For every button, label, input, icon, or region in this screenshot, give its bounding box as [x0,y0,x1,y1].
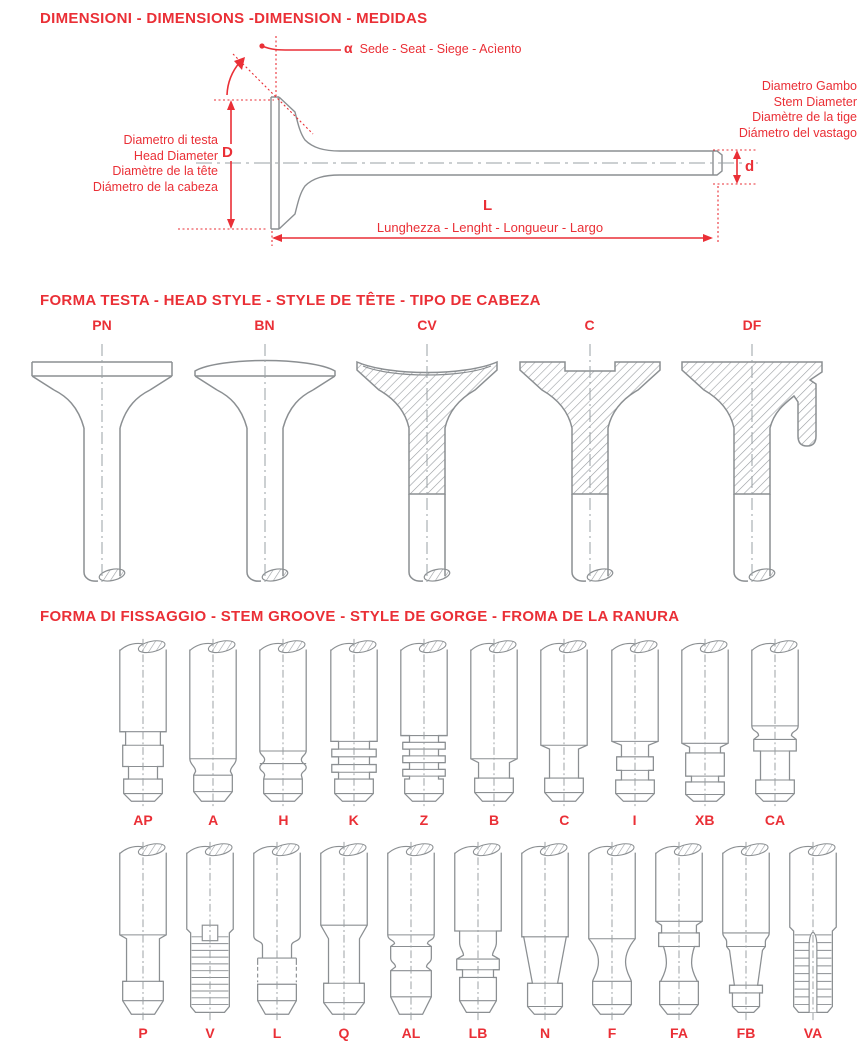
head-style-figure-c [510,317,670,588]
stem-diameter-line: Diamètre de la tige [752,110,857,124]
dimensions-title: DIMENSIONI - DIMENSIONS -DIMENSION - MEDIDAS [40,10,428,27]
stem-grooves-row2 [112,840,844,1041]
stem-groove-label: XB [695,812,715,828]
stem-groove-figure-v [179,840,241,1041]
stem-groove-drawing-va [782,840,844,1022]
stem-groove-drawing-ap [112,637,174,809]
stem-groove-drawing-l [246,840,308,1022]
stem-groove-figure-ap [112,637,174,828]
head-style-figure-bn [185,317,345,588]
stem-groove-label: AP [133,812,153,828]
stem-groove-drawing-fb [715,840,777,1022]
stem-groove-label: VA [803,1025,823,1041]
stem-groove-label: AL [401,1025,421,1041]
stem-diameter-labels [600,79,857,141]
stem-groove-figure-h [252,637,314,828]
stem-groove-drawing-lb [447,840,509,1022]
length-label: Lunghezza - Lenght - Longueur - Largo [376,220,604,235]
stem-diameter-symbol: d [745,158,755,175]
stem-groove-figure-va [782,840,844,1041]
head-diameter-labels [0,133,218,195]
stem-groove-figure-i [604,637,666,828]
head-diameter-line: Diametro di testa [123,133,218,147]
stem-groove-figure-k [323,637,385,828]
seat-label: Sede - Seat - Siege - Acìento [359,42,522,56]
stem-groove-figure-c [533,637,595,828]
seat-angle-annotation [344,41,522,58]
stem-groove-label: Q [338,1025,350,1041]
stem-groove-figure-lb [447,840,509,1041]
head-diameter-line: Diamètre de la tête [112,164,218,178]
head-style-figure-pn [22,317,182,588]
stem-diameter-line: Diametro Gambo [761,79,857,93]
stem-groove-figure-q [313,840,375,1041]
stem-groove-drawing-n [514,840,576,1022]
stem-groove-label: C [559,812,570,828]
head-styles-row [0,317,860,588]
stem-groove-drawing-a [182,637,244,809]
head-style-label: CV [417,317,437,333]
stem-groove-figure-ca [744,637,806,828]
stem-groove-drawing-v [179,840,241,1022]
stem-groove-drawing-al [380,840,442,1022]
head-style-drawing-df [672,336,832,588]
stem-groove-drawing-p [112,840,174,1022]
head-style-label: DF [742,317,762,333]
head-diameter-symbol: D [222,144,233,161]
stem-groove-figure-fa [648,840,710,1041]
stem-groove-label: L [272,1025,282,1041]
stem-diameter-line: Stem Diameter [773,94,857,109]
stem-grooves-section [0,608,860,1041]
stem-groove-label: B [489,812,500,828]
head-diameter-line: Head Diameter [133,148,218,163]
stem-groove-label: F [607,1025,617,1041]
stem-groove-drawing-fa [648,840,710,1022]
stem-groove-figure-z [393,637,455,828]
stem-groove-drawing-q [313,840,375,1022]
stem-groove-label: H [278,812,289,828]
stem-groove-drawing-b [463,637,525,809]
head-style-drawing-c [510,336,670,588]
stem-groove-figure-al [380,840,442,1041]
alpha-symbol: α [344,40,353,56]
stem-groove-label: CA [764,812,786,828]
stem-groove-figure-xb [674,637,736,828]
head-style-figure-cv [347,317,507,588]
stem-groove-label: LB [468,1025,488,1041]
stem-groove-figure-n [514,840,576,1041]
stem-groove-drawing-i [604,637,666,809]
stem-groove-drawing-xb [674,637,736,809]
stem-groove-drawing-z [393,637,455,809]
head-diameter-line: Diámetro de la cabeza [92,179,218,194]
stem-groove-figure-b [463,637,525,828]
stem-groove-figure-fb [715,840,777,1041]
dimensions-section [0,0,860,268]
head-style-drawing-bn [185,336,345,588]
head-style-drawing-pn [22,336,182,588]
stem-groove-figure-f [581,840,643,1041]
stem-groove-drawing-h [252,637,314,809]
stem-diameter-line: Diámetro del vastago [738,125,857,140]
length-symbol: L [483,197,493,214]
stem-groove-drawing-c [533,637,595,809]
head-styles-section [0,292,860,588]
stem-groove-label: N [539,1025,551,1041]
stem-groove-label: FA [670,1025,688,1041]
head-style-figure-df [672,317,832,588]
head-styles-title: FORMA TESTA - HEAD STYLE - STYLE DE TÊTE - TIPO DE CABEZA [40,292,541,309]
stem-groove-label: FB [736,1025,756,1041]
stem-grooves-title: FORMA DI FISSAGGIO - STEM GROOVE - STYLE DE GORGE - FROMA DE LA RANURA [40,608,680,625]
stem-grooves-row1 [112,637,806,828]
stem-groove-label: K [348,812,359,828]
stem-groove-label: Z [419,812,429,828]
stem-groove-figure-p [112,840,174,1041]
stem-groove-drawing-f [581,840,643,1022]
stem-groove-figure-a [182,637,244,828]
head-style-label: BN [254,317,275,333]
stem-groove-drawing-ca [744,637,806,809]
stem-groove-label: P [138,1025,148,1041]
head-style-drawing-cv [347,336,507,588]
stem-groove-label: I [632,812,637,828]
stem-groove-figure-l [246,840,308,1041]
head-style-label: PN [92,317,112,333]
head-style-label: C [584,317,595,333]
stem-groove-label: A [208,812,219,828]
stem-groove-drawing-k [323,637,385,809]
stem-groove-label: V [205,1025,215,1041]
